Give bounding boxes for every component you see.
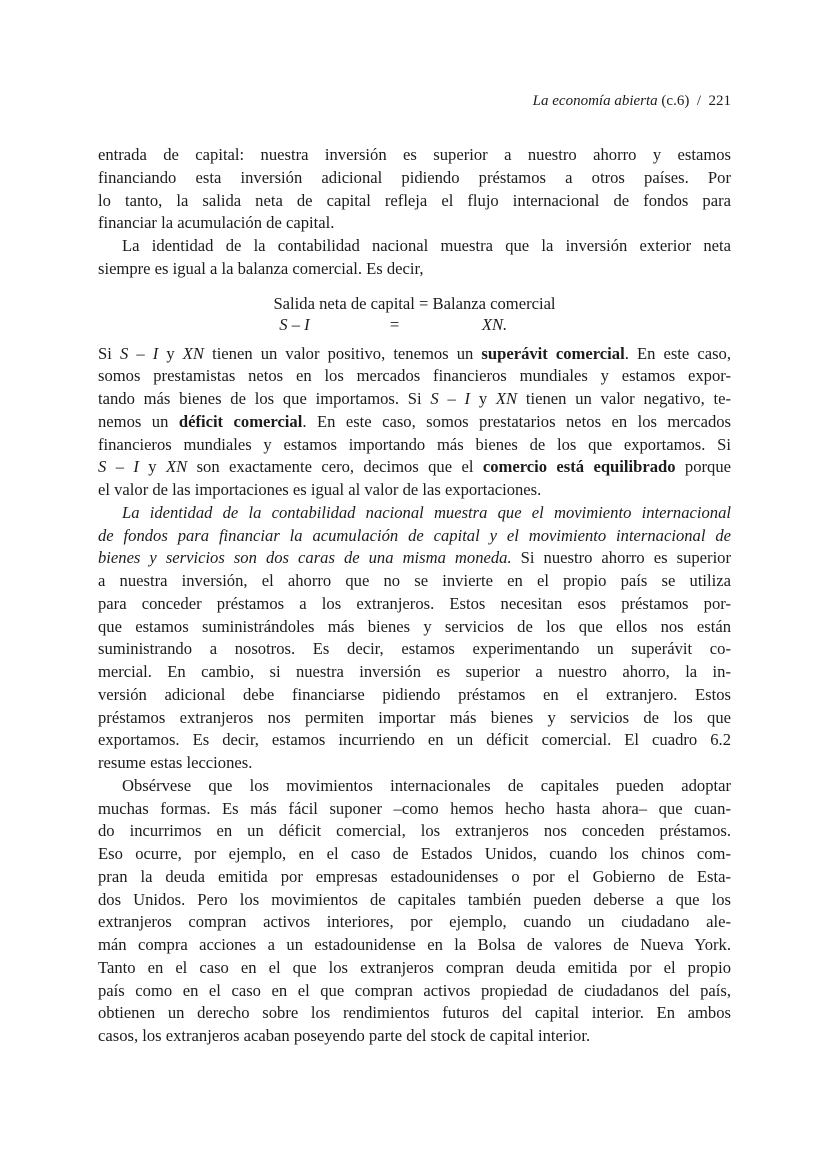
text-line	[98, 616, 731, 639]
text-line	[98, 661, 731, 684]
text-run: resume estas lecciones.	[98, 753, 253, 772]
italic-text: XN	[165, 457, 188, 477]
italic-text: de fondos para financiar la acumulación de capital y el movimiento internacional de	[98, 525, 731, 545]
text-run: Si nuestro ahorro es superior	[511, 548, 732, 568]
text-line	[98, 456, 731, 479]
equation-left: S – I	[279, 314, 310, 334]
text-run: país como en el caso en el que compran activos propiedad de ciudadanos del país,	[98, 980, 731, 1000]
paragraph-1	[98, 144, 731, 235]
text-run: extranjeros compran activos interiores, por ejemplo, cuando un ciudadano ale-	[98, 912, 731, 932]
text-run: tienen un valor negativo, te-	[517, 389, 732, 408]
text-run: para conceder préstamos a los extranjeros. Estos necesitan esos préstamos por-	[98, 593, 731, 613]
text-line	[98, 144, 731, 167]
text-line	[98, 593, 731, 616]
text-run: siempre es igual a la balanza comercial. Es decir,	[98, 258, 424, 278]
italic-text: S – I	[119, 343, 159, 363]
text-run: versión adicional debe financiarse pidiendo préstamos en el extranjero. Estos	[98, 684, 731, 704]
text-run: entrada de capital: nuestra inversión es superior a nuestro ahorro y estamos	[98, 145, 731, 164]
text-run: y	[158, 343, 183, 363]
text-run: lo tanto, la salida neta de capital refleja el flujo internacional de fondos para	[98, 190, 731, 210]
text-line	[98, 258, 731, 281]
text-run: obtienen un derecho sobre los rendimientos futuros del capital interior. En ambos	[98, 1003, 731, 1023]
text-run: pran la deuda emitida por empresas estadounidenses o por el Gobierno de Esta-	[98, 866, 731, 886]
text-line	[98, 707, 731, 730]
text-line	[98, 911, 731, 934]
equation-right: XN.	[481, 314, 508, 334]
text-run: Tanto en el caso en el que los extranjeros compran deuda emitida por el propio	[98, 957, 731, 977]
text-line	[98, 752, 731, 775]
text-run: financiar la acumulación de capital.	[98, 213, 335, 233]
text-line	[98, 411, 731, 434]
text-line	[98, 388, 731, 411]
italic-text: S – I	[430, 389, 471, 408]
text-run: tienen un valor positivo, tenemos un	[203, 343, 482, 363]
italic-text: XN	[495, 389, 518, 408]
text-run: el valor de las importaciones es igual al valor de las exportaciones.	[98, 480, 542, 499]
text-line	[98, 866, 731, 889]
paragraph-4	[98, 502, 731, 775]
text-run: somos prestamistas netos en los mercados financieros mundiales y estamos expor-	[98, 366, 731, 386]
text-run: y	[138, 457, 166, 477]
text-run: Obsérvese que los movimientos internacionales de capitales pueden adoptar	[122, 775, 731, 795]
text-line	[98, 343, 731, 366]
text-run: . En este caso, somos prestatarios netos en los mercados	[302, 411, 732, 431]
separator: /	[696, 93, 701, 109]
paragraph-2	[98, 235, 731, 281]
text-run: mán compra acciones a un estadounidense en la Bolsa de valores de Nueva York.	[98, 935, 731, 954]
text-line	[98, 434, 731, 457]
text-run: financieros mundiales y estamos importando más bienes de los que exportamos. Si	[98, 434, 731, 454]
text-line	[98, 729, 731, 752]
italic-text: S – I	[98, 457, 139, 477]
text-line	[98, 570, 731, 593]
running-title: La economía abierta	[532, 93, 658, 109]
bold-term: déficit comercial	[178, 411, 303, 431]
chapter-ref: (c.6)	[661, 93, 690, 109]
text-line	[98, 684, 731, 707]
text-run: tando más bienes de los que importamos. Si	[98, 389, 431, 408]
page-number: 221	[708, 93, 731, 109]
text-line	[98, 820, 731, 843]
text-line	[98, 547, 731, 570]
text-run: nemos un	[98, 411, 179, 431]
text-run: son exactamente cero, decimos que el	[187, 457, 483, 477]
text-line	[98, 980, 731, 1003]
text-run: La identidad de la contabilidad nacional muestra que la inversión exterior neta	[122, 236, 731, 255]
text-run: . En este caso,	[624, 343, 732, 363]
text-line	[98, 235, 731, 258]
text-run: financiando esta inversión adicional pidiendo préstamos a otros países. Por	[98, 167, 731, 187]
text-run: a nuestra inversión, el ahorro que no se invierte en el propio país se utiliza	[98, 571, 731, 590]
italic-text: bienes y servicios son dos caras de una misma moneda.	[98, 548, 512, 568]
bold-term: comercio está equilibrado	[482, 457, 676, 477]
text-line	[98, 525, 731, 548]
text-run: suministrando a nosotros. Es decir, estamos experimentando un superávit co-	[98, 639, 731, 659]
equation-equals: =	[389, 314, 400, 334]
text-line	[98, 798, 731, 821]
text-line	[98, 638, 731, 661]
text-run: muchas formas. Es más fácil suponer –como hemos hecho hasta ahora– que cuan-	[98, 798, 731, 818]
running-header	[98, 93, 731, 110]
equation-words: Salida neta de capital = Balanza comercial	[273, 293, 556, 313]
text-run: porque	[675, 457, 732, 477]
equation-block	[98, 293, 731, 335]
bold-term: superávit comercial	[481, 343, 625, 363]
text-line	[98, 775, 731, 798]
italic-text: La identidad de la contabilidad nacional muestra que el movimiento internacional	[122, 502, 731, 522]
text-line	[98, 934, 731, 957]
text-line	[98, 167, 731, 190]
text-run: préstamos extranjeros nos permiten importar más bienes y servicios de los que	[98, 707, 731, 727]
text-run: mercial. En cambio, si nuestra inversión es superior a nuestro ahorro, la in-	[98, 662, 731, 681]
text-line	[98, 479, 731, 502]
italic-text: XN	[182, 343, 204, 363]
text-line	[98, 889, 731, 912]
text-line	[98, 843, 731, 866]
text-line	[98, 1002, 731, 1025]
text-run: do incurrimos en un déficit comercial, los extranjeros nos conceden préstamos.	[98, 821, 731, 841]
text-run: exportamos. Es decir, estamos incurriendo en un déficit comercial. El cuadro 6.2	[98, 730, 731, 750]
text-run: Si	[98, 343, 120, 363]
body-text	[98, 144, 731, 1048]
text-run: que estamos suministrándoles más bienes y servicios de los que ellos nos están	[98, 616, 731, 636]
text-run: dos Unidos. Pero los movimientos de capitales también pueden deberse a que los	[98, 889, 731, 909]
text-run: Eso ocurre, por ejemplo, en el caso de Estados Unidos, cuando los chinos com-	[98, 844, 731, 863]
text-line	[98, 365, 731, 388]
paragraph-3	[98, 343, 731, 502]
paragraph-5	[98, 775, 731, 1048]
text-run: y	[470, 389, 496, 408]
text-line	[98, 212, 731, 235]
text-line	[98, 190, 731, 213]
equation-symbols	[98, 314, 731, 335]
text-line	[98, 502, 731, 525]
text-line	[98, 1025, 731, 1048]
text-run: casos, los extranjeros acaban poseyendo parte del stock de capital interior.	[98, 1026, 591, 1045]
text-line	[98, 957, 731, 980]
